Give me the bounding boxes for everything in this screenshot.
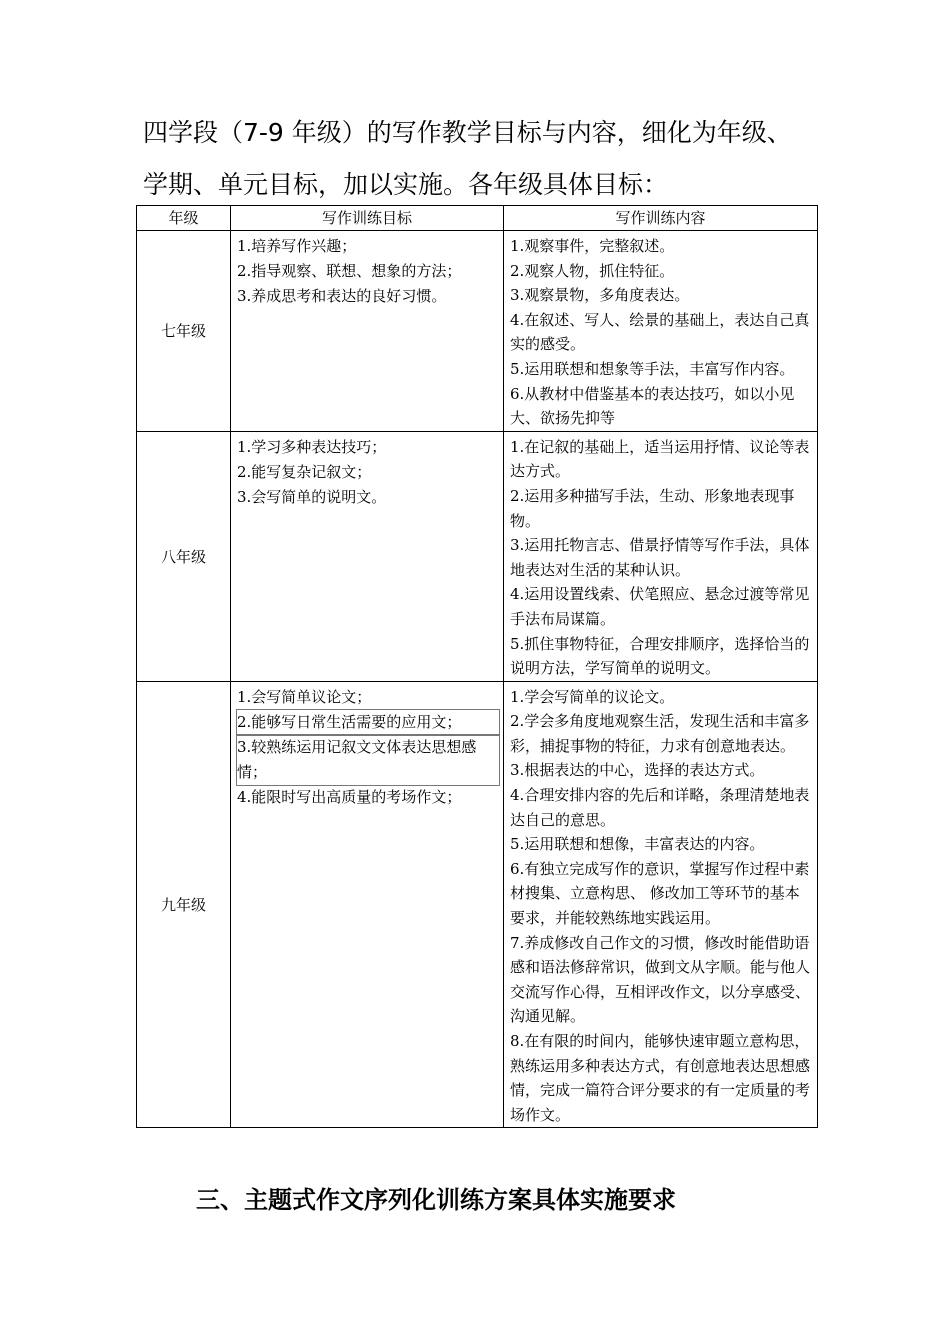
- objective-item: 1.培养写作兴趣；: [237, 237, 357, 255]
- content-item: 4.在叙述、写人、绘景的基础上，表达自己真实的感受。: [510, 310, 810, 354]
- table-row-grade-7: [137, 231, 818, 432]
- content-item: 1.在记叙的基础上，适当运用抒情、议论等表达方式。: [510, 437, 810, 481]
- content-item: 5.运用联想和想象等手法，丰富写作内容。: [510, 359, 795, 378]
- grade-cell: 七年级: [137, 231, 231, 432]
- table-header-row: [137, 206, 818, 231]
- content-item: 3.根据表达的中心，选择的表达方式。: [510, 761, 765, 780]
- objective-item: 1.学习多种表达技巧；: [237, 437, 387, 456]
- content-item: 4.运用设置线索、伏笔照应、悬念过渡等常见手法布局谋篇。: [510, 585, 810, 628]
- content-item: 2.观察人物，抓住特征。: [510, 261, 675, 280]
- objectives-cell: [231, 681, 504, 1128]
- content-item: 1.学会写简单的议论文。: [510, 687, 675, 706]
- header-objectives: 写作训练目标: [231, 206, 504, 231]
- objective-item: 2.能写复杂记叙文；: [237, 462, 372, 481]
- content-item: 4.合理安排内容的先后和详略，条理清楚地表达自己的意思。: [510, 786, 810, 829]
- objective-item: 2.能够写日常生活需要的应用文；: [237, 710, 499, 735]
- content-item: 1.观察事件，完整叙述。: [510, 237, 675, 255]
- content-item: 7.养成修改自己作文的习惯，修改时能借助语感和语法修辞常识，做到文从字顺。能与他人交流写作心得，互相评改作文，以分享感受、沟通见解。: [510, 933, 811, 1026]
- header-grade: 年级: [137, 206, 231, 231]
- intro-line-1: 四学段（7-9 年级）的写作教学目标与内容，细化为年级、: [143, 118, 792, 147]
- table-row-grade-9: [137, 681, 818, 1128]
- content-item: 5.抓住事物特征，合理安排顺序，选择恰当的说明方法，学写简单的说明文。: [510, 634, 810, 678]
- header-contents: 写作训练内容: [504, 206, 818, 231]
- content-item: 2.学会多角度地观察生活，发现生活和丰富多彩，捕捉事物的特征，力求有创意地表达。: [510, 712, 810, 755]
- contents-cell: [504, 681, 818, 1128]
- intro-line-2: 学期、单元目标，加以实施。各年级具体目标：: [143, 170, 669, 199]
- content-item: 2.运用多种描写手法，生动、形象地表现事物。: [510, 486, 795, 530]
- content-item: 8.在有限的时间内，能够快速审题立意构思，熟练运用多种表达方式，有创意地表达思想感情，完成一篇符合评分要求的有一定质量的考场作文。: [510, 1032, 811, 1124]
- contents-cell: [504, 231, 818, 432]
- grade-cell: 八年级: [137, 431, 231, 681]
- objective-item: 2.指导观察、联想、想象的方法；: [237, 262, 462, 280]
- objective-item: 1.会写简单议论文；: [237, 687, 372, 706]
- content-item: 6.有独立完成写作的意识，掌握写作过程中素材搜集、立意构思、 修改加工等环节的基本要求，并能较熟练地实践运用。: [510, 859, 810, 928]
- objectives-cell: [231, 431, 504, 681]
- writing-goals-table: [136, 205, 818, 1128]
- objective-item: 3.较熟练运用记叙文文体表达思想感情；: [237, 735, 499, 785]
- objective-item: 3.会写简单的说明文。: [237, 487, 387, 506]
- contents-cell: [504, 431, 818, 681]
- intro-paragraph: [143, 107, 843, 211]
- content-item: 3.运用托物言志、借景抒情等写作手法，具体地表达对生活的某种认识。: [510, 536, 810, 579]
- section-heading: 三、主题式作文序列化训练方案具体实施要求: [196, 1186, 676, 1214]
- objective-item: 3.养成思考和表达的良好习惯。: [237, 287, 447, 305]
- objective-item: 4.能限时写出高质量的考场作文；: [237, 787, 462, 806]
- content-item: 3.观察景物，多角度表达。: [510, 286, 690, 305]
- content-item: 6.从教材中借鉴基本的表达技巧，如以小见大、欲扬先抑等: [510, 384, 795, 428]
- grade-cell: 九年级: [137, 681, 231, 1128]
- content-item: 5.运用联想和想像，丰富表达的内容。: [510, 835, 765, 854]
- table-row-grade-8: [137, 431, 818, 681]
- objectives-cell: [231, 231, 504, 432]
